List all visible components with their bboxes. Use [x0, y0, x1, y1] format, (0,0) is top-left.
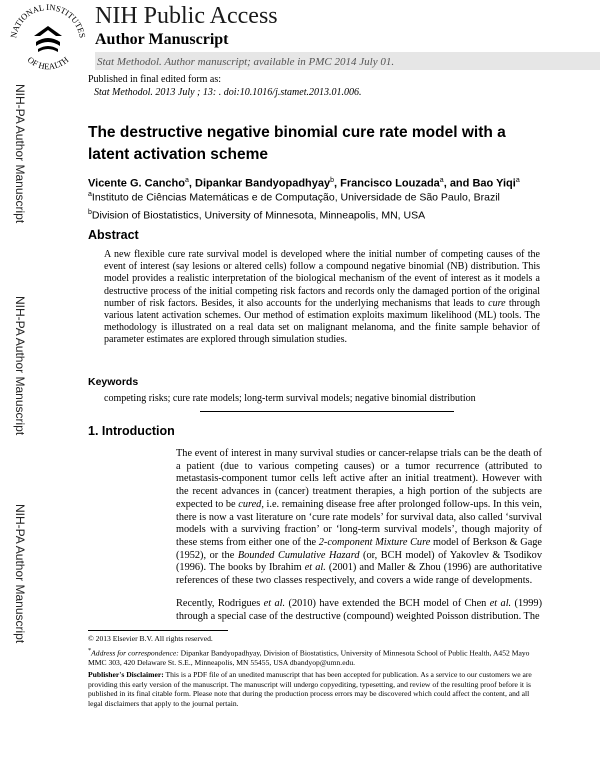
text-run: et al.: [489, 598, 512, 609]
public-access-title: NIH Public Access: [95, 3, 278, 29]
text-run: model of Berkson & Gage (1952), or the: [176, 536, 542, 561]
text-run: (2001) and Maller & Zhou (1996) are authoritative references of these two classes respectively, and covers a wide range of developments.: [176, 562, 542, 587]
affiliation-a-text: Instituto de Ciências Matemáticas e de Computação, Universidade de São Paulo, Brazil: [91, 191, 500, 204]
text-run: cured: [238, 498, 262, 510]
affiliation-b: [88, 206, 425, 223]
logo-text-top: NATIONAL INSTITUTES: [8, 2, 88, 39]
correspondence-text: Dipankar Bandyopadhyay, Division of Biostatistics, University of Minnesota School of Public Health, A452 Mayo MMC 303, 420 Delaware St. S.E., Minneapolis, MN 55455, USA dbandyop@umn.edu.: [88, 648, 530, 668]
abstract-text-1: A new flexible cure rate survival model is developed where the initial number of competing causes of the event of interest (say lesions or altered cells) follow a compound negative binomial (NB) distribution. This model provides a realistic interpretation of the biological mechanism of the event of interest as it models a destructive process of the initial competing risk factors and records only the damaged portion of the original number of risk factors. Besides, it also accounts for the underlying mechanisms that leads to: [104, 249, 540, 309]
disclaimer-label: Publisher's Disclaimer:: [88, 670, 164, 679]
abstract-text-2: through various latent activation schemes. Our method of estimation exploits maximum likelihood (ML) tools. The methodology is illustrated on a real data set on malignant melanoma, and the finite sample behavior of parameter estimates are explored through simulation studies.: [104, 297, 540, 346]
author-separator: ,: [188, 177, 196, 190]
sidebar-label-2: NIH-PA Author Manuscript: [13, 296, 27, 436]
footnote-rule: [88, 630, 228, 631]
footnote-star: *: [88, 647, 92, 654]
text-run: (or, BCH model) of Yakovlev & Tsodikov (1996). The books by Ibrahim: [176, 549, 542, 574]
citation: [94, 87, 361, 99]
abstract-body: [104, 249, 540, 347]
citation-text: Stat Methodol. 2013 July ; 13: . doi:10.1016/j.stamet.2013.01.006.: [94, 87, 362, 98]
author-affiliation-marker: a: [515, 177, 520, 184]
publisher-disclaimer: [88, 670, 544, 708]
author-affiliation-marker: b: [330, 177, 335, 184]
author-affiliation-marker: a: [185, 177, 189, 184]
introduction-heading: 1. Introduction: [88, 424, 175, 438]
section-divider: [200, 411, 454, 412]
article-title: The destructive negative binomial cure rate model with a latent activation scheme: [88, 124, 506, 163]
author-separator: , and: [443, 177, 473, 190]
nih-logo: [6, 2, 90, 72]
text-run: et al.: [304, 562, 326, 574]
affiliation-b-marker: b: [88, 209, 92, 216]
text-run: (2010) have extended the BCH model of Chen: [285, 598, 490, 609]
text-run: et al.: [263, 598, 286, 609]
text-run: , i.e. remaining disease free after prolonged follow-ups. In this vein, there is now a vast literature on ‘cure rate models’ for survival data, also called ‘survival models with a surviving fraction’ or ‘long-term survival models’, though majority of these stems from either one of the: [176, 498, 542, 548]
author-name: Vicente G. Cancho: [88, 177, 185, 190]
author-separator: ,: [334, 177, 341, 190]
abstract-emphasis: cure: [488, 297, 506, 309]
affiliation-a: [88, 188, 500, 205]
journal-availability-text: Stat Methodol. Author manuscript; available in PMC 2014 July 01.: [97, 56, 395, 68]
correspondence-note: [88, 646, 544, 668]
author-affiliation-marker: a: [439, 177, 444, 184]
abstract-heading: Abstract: [88, 228, 139, 242]
sidebar-label-3: NIH-PA Author Manuscript: [13, 504, 27, 644]
text-run: 2-component Mixture Cure: [318, 536, 431, 548]
text-run: The event of interest in many survival studies or cancer-relapse trials can be the death of a patient (due to various competing causes) or a tumor recurrence (attributed to metastasis-component tumor cells left active after an initial treatment). However with the recent advances in (cancer) treatment therapies, a high portion of the subjects are expected to be: [176, 448, 542, 510]
author-name: Bao Yiqi: [472, 177, 516, 190]
text-run: Recently, Rodrigues: [176, 598, 264, 609]
correspondence-label: Address for correspondence:: [91, 648, 179, 658]
author-name: Dipankar Bandyopadhyay: [195, 177, 331, 190]
affiliation-a-marker: a: [88, 191, 92, 198]
text-run: (1999) through a special case of the destructive (compound) weighted Poisson distribution. The: [176, 598, 543, 622]
text-run: Bounded Cumulative Hazard: [237, 549, 360, 561]
author-name: Francisco Louzada: [340, 177, 440, 190]
introduction-paragraph-1: [176, 448, 542, 588]
eagle-emblem-icon: [34, 26, 62, 52]
published-label: Published in final edited form as:: [88, 74, 222, 85]
sidebar-label-1: NIH-PA Author Manuscript: [13, 84, 27, 224]
keywords-list: competing risks; cure rate models; long-term survival models; negative binomial distribution: [104, 393, 476, 404]
introduction-paragraph-2: [176, 598, 542, 623]
copyright-note: © 2013 Elsevier B.V. All rights reserved.: [88, 634, 213, 643]
affiliation-b-text: Division of Biostatistics, University of Minnesota, Minneapolis, MN, USA: [91, 209, 426, 222]
journal-availability-band: [95, 52, 600, 70]
svg-text:OF HEALTH: [26, 55, 71, 72]
author-manuscript-label: Author Manuscript: [95, 31, 229, 48]
keywords-heading: Keywords: [88, 376, 139, 388]
svg-text:NATIONAL INSTITUTES: [8, 2, 88, 39]
disclaimer-text: This is a PDF file of an unedited manuscript that has been accepted for publication. As a service to our customers we are providing this early version of the manuscript. The manuscript will undergo copyediting, typesetting, and review of the resulting proof before it is published in its final citable form. Please note that during the production process errors may be discovered which could affect the content, and all legal disclaimers that apply to the journal pertain.: [88, 670, 532, 708]
logo-text-bottom: OF HEALTH: [25, 54, 71, 72]
